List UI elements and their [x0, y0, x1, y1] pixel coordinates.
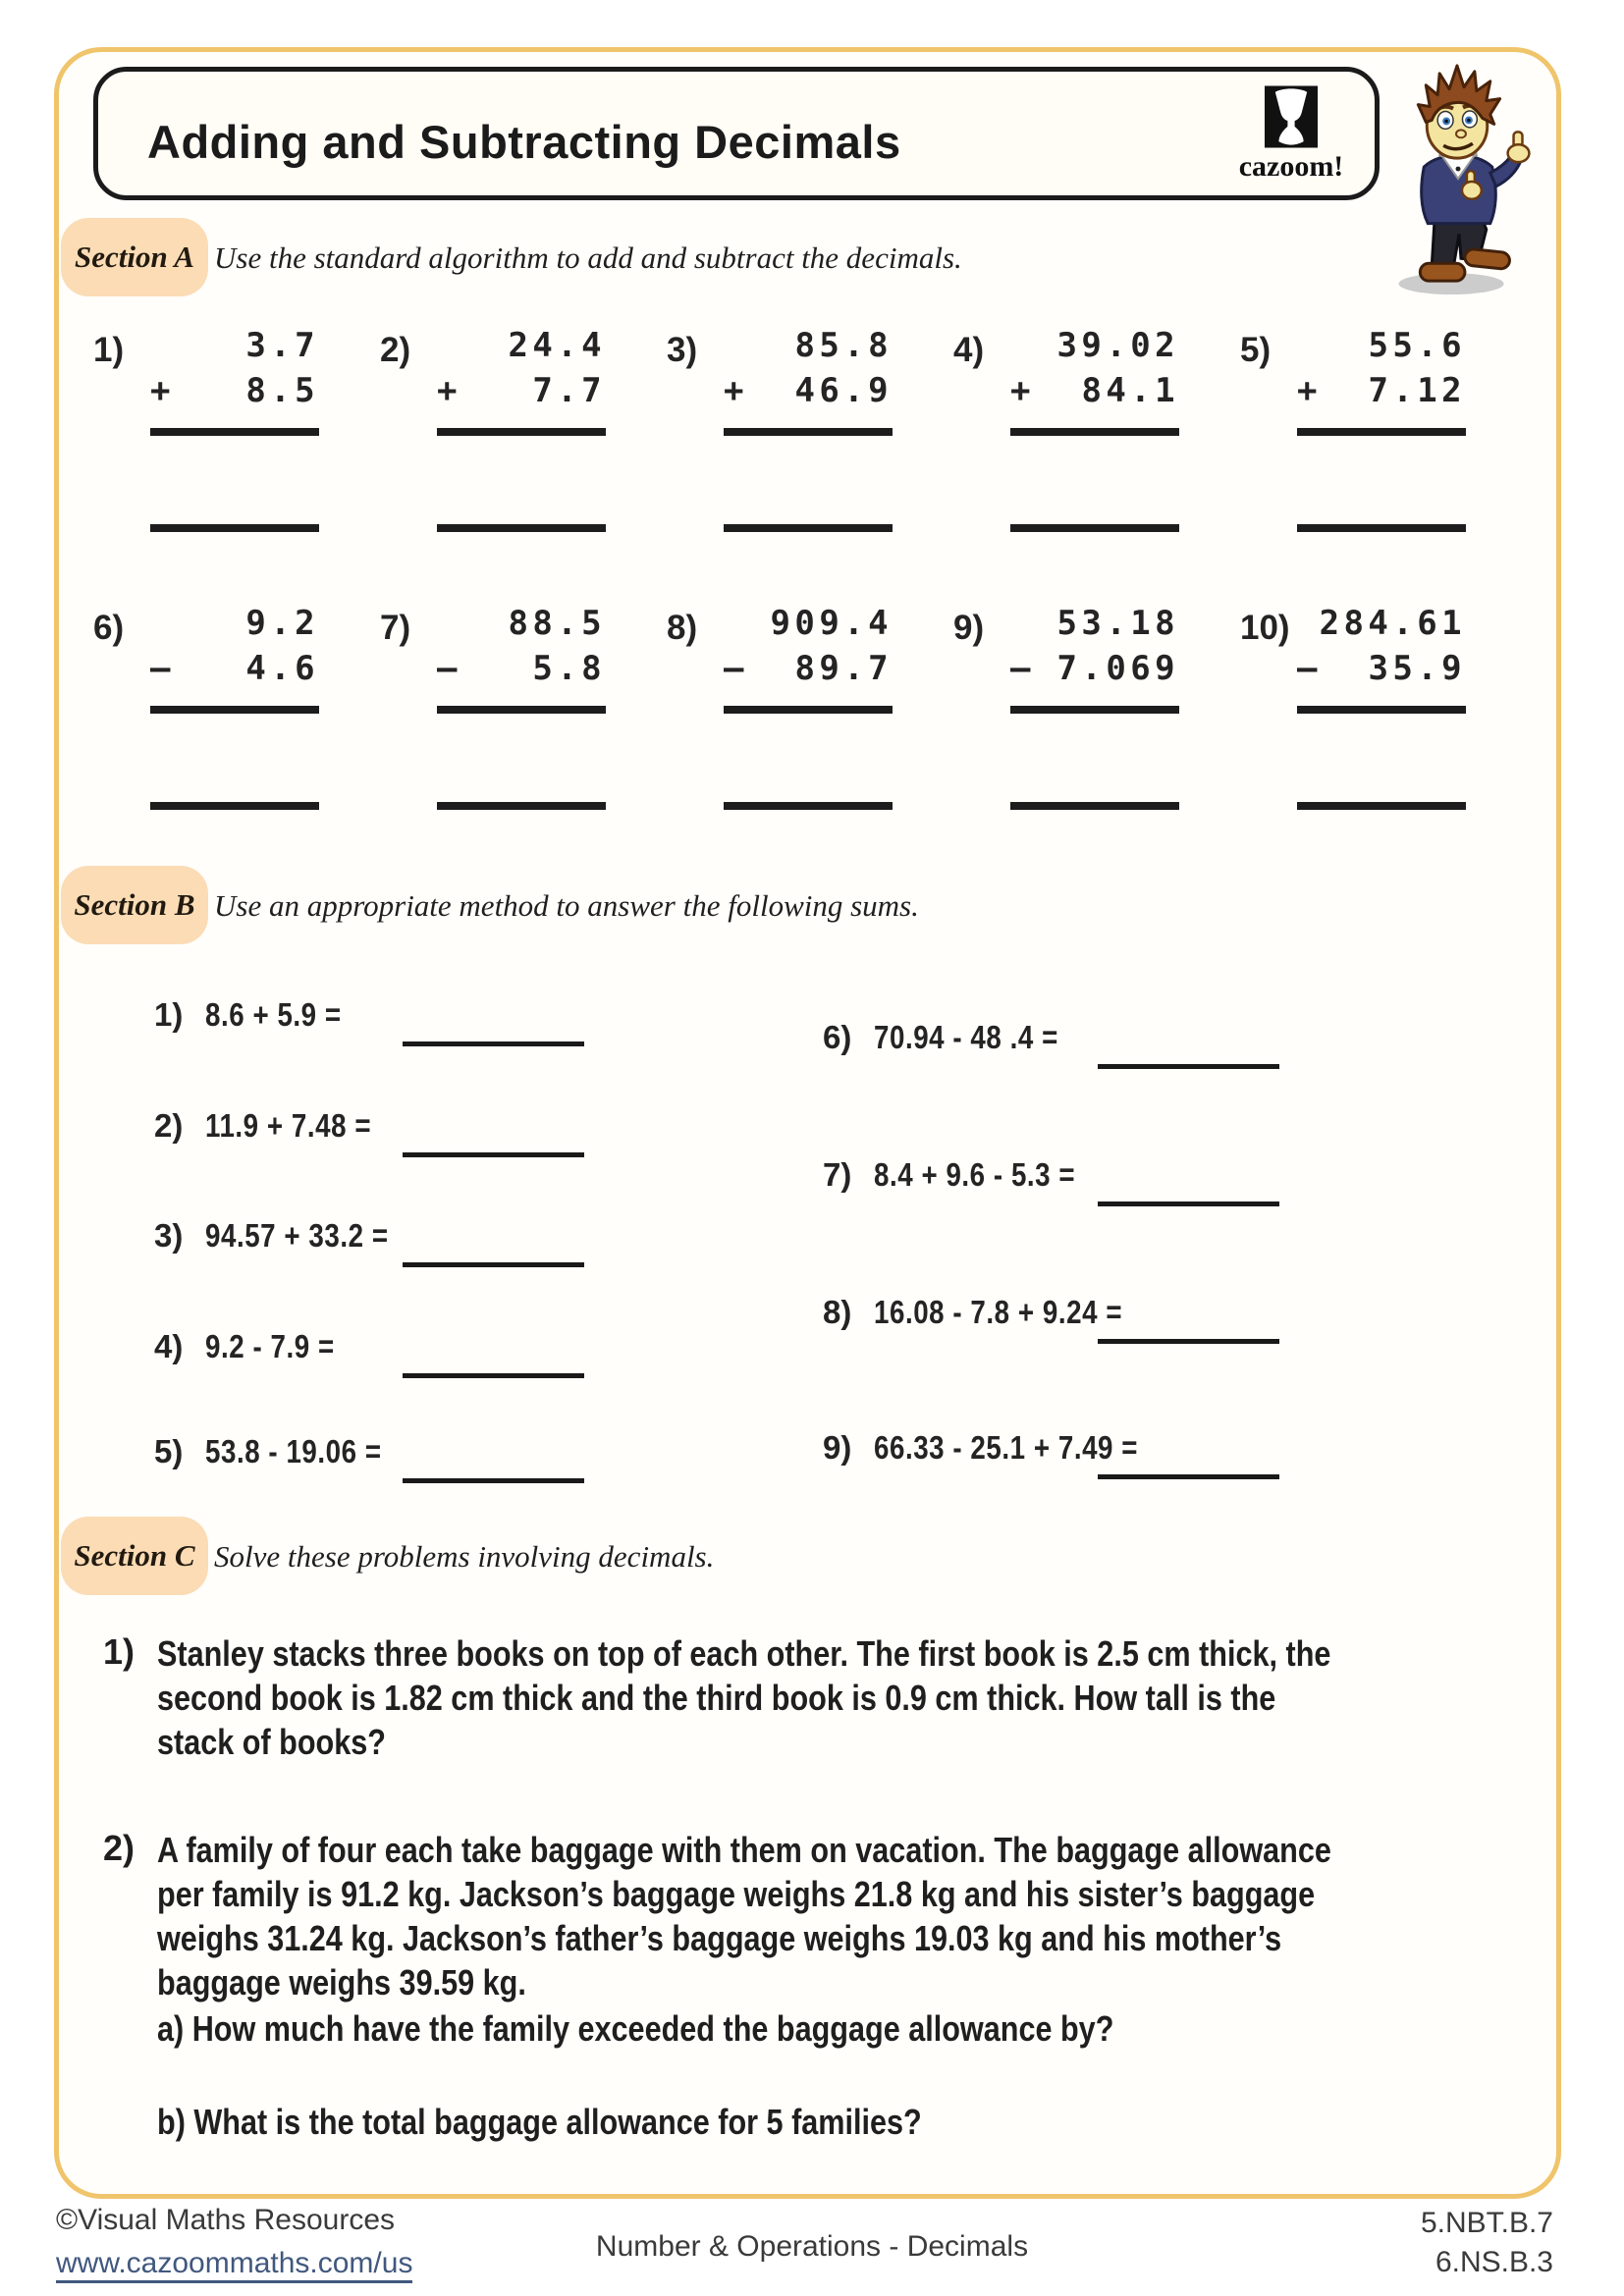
problem-workspace	[724, 326, 893, 532]
operator: +	[1297, 371, 1322, 410]
equals-rule	[1010, 428, 1179, 436]
problem-number: 8)	[667, 609, 698, 647]
bottom-operand: 7.12	[1368, 371, 1466, 410]
answer-line[interactable]	[150, 524, 319, 532]
website-link[interactable]: www.cazoommaths.com/us	[56, 2247, 412, 2283]
problem-number: 9)	[823, 1429, 852, 1466]
operator: –	[150, 649, 175, 688]
bottom-operand: 5.8	[532, 649, 606, 688]
title-box	[93, 67, 1380, 200]
sum-problem-8	[823, 1294, 1169, 1331]
bottom-operand: 7.7	[532, 371, 606, 410]
problem-number: 6)	[823, 1019, 852, 1055]
operator: +	[437, 371, 461, 410]
equals-rule	[1297, 706, 1466, 714]
answer-line[interactable]	[724, 524, 893, 532]
bottom-operand: 4.6	[245, 649, 319, 688]
column-problem-3	[667, 326, 953, 532]
equals-rule	[1010, 706, 1179, 714]
problem-number: 2)	[103, 1828, 135, 1868]
problem-number: 4)	[953, 331, 985, 369]
equals-rule	[437, 428, 606, 436]
top-operand: 39.02	[1056, 326, 1179, 365]
section-c-badge: Section C	[61, 1517, 208, 1595]
problem-number: 1)	[154, 996, 184, 1033]
problem-number: 7)	[380, 609, 411, 647]
answer-line[interactable]	[1010, 524, 1179, 532]
top-operand: 9.2	[245, 604, 319, 643]
answer-line[interactable]	[437, 802, 606, 810]
problem-workspace	[1297, 604, 1466, 810]
top-operand: 88.5	[508, 604, 606, 643]
problem-workspace	[1297, 326, 1466, 532]
answer-blank[interactable]	[403, 1478, 584, 1483]
problem-number: 2)	[380, 331, 411, 369]
answer-line[interactable]	[1297, 524, 1466, 532]
equals-rule	[724, 706, 893, 714]
answer-line[interactable]	[150, 802, 319, 810]
column-problem-10	[1240, 604, 1527, 810]
section-a-instruction: Use the standard algorithm to add and subtract the decimals.	[214, 240, 962, 275]
top-operand: 55.6	[1368, 326, 1466, 365]
problem-workspace	[724, 604, 893, 810]
sum-problem-3	[154, 1217, 423, 1255]
problem-number: 4)	[154, 1328, 184, 1364]
section-c-instruction: Solve these problems involving decimals.	[214, 1539, 715, 1574]
answer-line[interactable]	[1010, 802, 1179, 810]
operator: +	[1010, 371, 1035, 410]
equals-rule	[437, 706, 606, 714]
top-operand: 284.61	[1319, 604, 1466, 643]
problem-workspace	[1010, 326, 1179, 532]
operator: +	[724, 371, 748, 410]
answer-blank[interactable]	[1098, 1339, 1279, 1344]
equals-rule	[150, 706, 319, 714]
sum-problem-9	[823, 1429, 1188, 1467]
top-operand: 3.7	[245, 326, 319, 365]
problem-number: 7)	[823, 1156, 852, 1193]
expression: 8.6 + 5.9 =	[205, 996, 342, 1033]
expression: 11.9 + 7.48 =	[205, 1107, 372, 1144]
copyright-text: ©Visual Maths Resources	[56, 2204, 396, 2236]
mascot-boy-illustration	[1377, 54, 1542, 297]
bottom-operand: 8.5	[245, 371, 319, 410]
operator: –	[1010, 649, 1035, 688]
section-b-instruction: Use an appropriate method to answer the following sums.	[214, 888, 919, 923]
problem-text: Stanley stacks three books on top of each other. The first book is 2.5 cm thick, the second book is 1.82 cm thick and the third book is 0.9 cm thick. How tall is the stack of books?	[157, 1633, 1331, 1762]
sum-problem-7	[823, 1156, 1113, 1194]
answer-line[interactable]	[724, 802, 893, 810]
expression: 94.57 + 33.2 =	[205, 1217, 389, 1254]
column-problem-7	[380, 604, 667, 810]
cazoom-logo	[1218, 85, 1365, 184]
problem-number: 3)	[154, 1217, 184, 1254]
column-problem-4	[953, 326, 1240, 532]
expression: 16.08 - 7.8 + 9.24 =	[874, 1294, 1123, 1330]
expression: 70.94 - 48 .4 =	[874, 1019, 1058, 1055]
sub-question-a: a) How much have the family exceeded the baggage allowance by?	[157, 2008, 1114, 2049]
page-title: Adding and Subtracting Decimals	[147, 116, 901, 168]
column-problem-1	[93, 326, 380, 532]
problem-number: 6)	[93, 609, 125, 647]
sum-problem-2	[154, 1107, 403, 1145]
expression: 8.4 + 9.6 - 5.3 =	[874, 1156, 1076, 1193]
answer-line[interactable]	[437, 524, 606, 532]
problem-number: 2)	[154, 1107, 184, 1144]
section-a-row-2	[93, 604, 1527, 810]
problem-workspace	[437, 604, 606, 810]
top-operand: 53.18	[1056, 604, 1179, 643]
word-problem-2	[103, 1828, 1556, 2144]
column-problem-9	[953, 604, 1240, 810]
answer-blank[interactable]	[403, 1373, 584, 1378]
problem-workspace	[437, 326, 606, 532]
cazoom-logo-text: cazoom!	[1238, 150, 1344, 183]
sum-problem-5	[154, 1433, 415, 1470]
column-problem-6	[93, 604, 380, 810]
djembe-drum-icon	[1265, 85, 1318, 148]
problem-workspace	[1010, 604, 1179, 810]
sum-problem-1	[154, 996, 367, 1034]
problem-number: 8)	[823, 1294, 852, 1330]
answer-blank[interactable]	[1098, 1064, 1279, 1069]
operator: –	[437, 649, 461, 688]
standard-code-1: 5.NBT.B.7	[1420, 2207, 1553, 2239]
word-problem-1	[103, 1631, 1556, 1764]
answer-blank[interactable]	[403, 1152, 584, 1157]
section-a-row-1	[93, 326, 1527, 532]
problem-text: A family of four each take baggage with them on vacation. The baggage allowance per family is 91.2 kg. Jackson’s baggage weighs 21.8 kg and his sister’s baggage weighs 31.24 kg. Jackson’s father’s baggage weighs 19.03 kg and his mother’s baggage weighs 39.59 kg.	[157, 1830, 1331, 2002]
column-problem-8	[667, 604, 953, 810]
problem-number: 5)	[154, 1433, 184, 1469]
footer-standards	[1421, 2204, 1553, 2282]
equals-rule	[724, 428, 893, 436]
top-operand: 85.8	[794, 326, 893, 365]
column-problem-5	[1240, 326, 1527, 532]
problem-number: 9)	[953, 609, 985, 647]
expression: 66.33 - 25.1 + 7.49 =	[874, 1429, 1139, 1466]
top-operand: 909.4	[770, 604, 893, 643]
column-problem-2	[380, 326, 667, 532]
section-a-badge: Section A	[61, 218, 208, 296]
problem-workspace	[150, 604, 319, 810]
operator: –	[1297, 649, 1322, 688]
expression: 53.8 - 19.06 =	[205, 1433, 382, 1469]
equals-rule	[150, 428, 319, 436]
bottom-operand: 84.1	[1081, 371, 1179, 410]
problem-number: 5)	[1240, 331, 1272, 369]
bottom-operand: 89.7	[794, 649, 893, 688]
expression: 9.2 - 7.9 =	[205, 1328, 335, 1364]
problem-workspace	[150, 326, 319, 532]
bottom-operand: 46.9	[794, 371, 893, 410]
problem-number: 1)	[93, 331, 125, 369]
sub-question-b: b) What is the total baggage allowance for 5 families?	[157, 2102, 922, 2142]
section-b-badge: Section B	[61, 866, 208, 944]
footer-topic: Number & Operations - Decimals	[595, 2230, 1029, 2263]
problem-number: 1)	[103, 1631, 135, 1672]
standard-code-2: 6.NS.B.3	[1435, 2246, 1553, 2278]
answer-blank[interactable]	[1098, 1201, 1279, 1206]
operator: +	[150, 371, 175, 410]
operator: –	[724, 649, 748, 688]
answer-blank[interactable]	[1098, 1474, 1279, 1479]
top-operand: 24.4	[508, 326, 606, 365]
answer-line[interactable]	[1297, 802, 1466, 810]
problem-number: 3)	[667, 331, 698, 369]
equals-rule	[1297, 428, 1466, 436]
sum-problem-6	[823, 1019, 1094, 1056]
bottom-operand: 35.9	[1368, 649, 1466, 688]
answer-blank[interactable]	[403, 1041, 584, 1046]
sum-problem-4	[154, 1328, 359, 1365]
problem-number: 10)	[1240, 609, 1290, 647]
answer-blank[interactable]	[403, 1262, 584, 1267]
bottom-operand: 7.069	[1056, 649, 1179, 688]
